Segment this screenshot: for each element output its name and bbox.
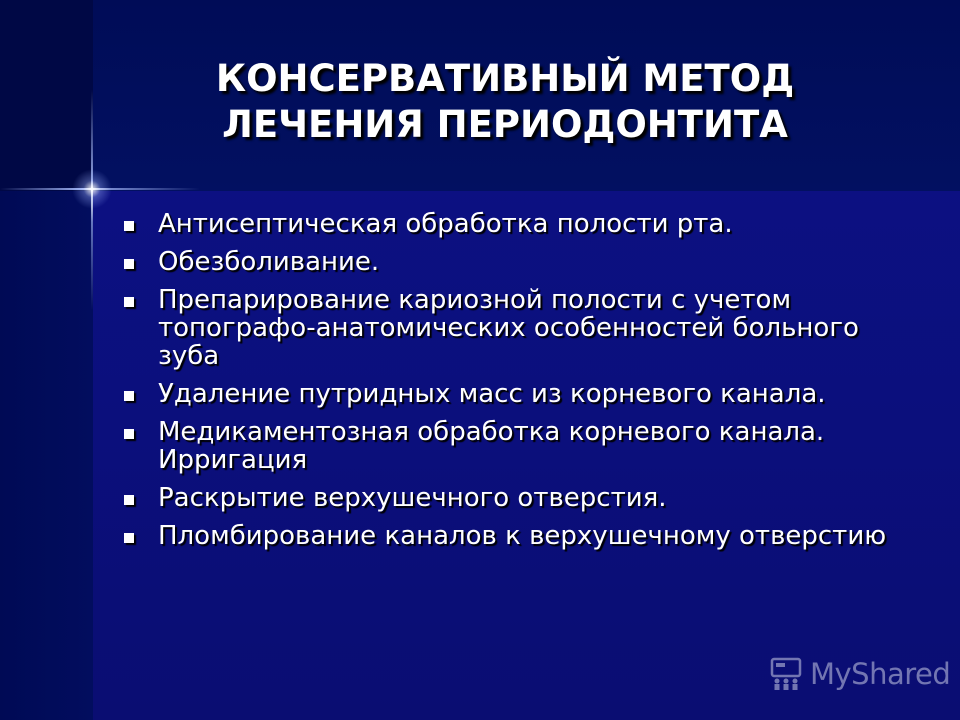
watermark-text: MyShared	[810, 657, 951, 691]
square-bullet-icon	[124, 391, 134, 401]
classroom-icon	[768, 656, 804, 692]
watermark	[768, 656, 950, 692]
bullet-text: Медикаментозная обработка корневого канала. Ирригация	[158, 417, 825, 475]
bullet-item	[120, 380, 900, 408]
bullet-text: Пломбирование каналов к верхушечному отверстию	[158, 521, 887, 551]
bullet-text: Раскрытие верхушечного отверстия.	[158, 483, 667, 513]
bullet-item	[120, 210, 900, 238]
square-bullet-icon	[124, 429, 134, 439]
square-bullet-icon	[124, 495, 134, 505]
bullet-list	[120, 210, 900, 560]
bullet-text: Препарирование кариозной полости с учетом топографо-анатомических особенностей больного зуба	[158, 285, 859, 371]
bullet-item	[120, 484, 900, 512]
bullet-text: Удаление путридных масс из корневого канала.	[158, 379, 826, 409]
bullet-text: Обезболивание.	[158, 247, 380, 277]
slide-title-line-2: ЛЕЧЕНИЯ ПЕРИОДОНТИТА	[222, 103, 788, 146]
square-bullet-icon	[124, 297, 134, 307]
slide-title	[150, 56, 860, 148]
square-bullet-icon	[124, 221, 134, 231]
bullet-item	[120, 418, 900, 474]
light-flare-icon	[72, 169, 112, 209]
bullet-text: Антисептическая обработка полости рта.	[158, 209, 733, 239]
slide-title-line-1: КОНСЕРВАТИВНЫЙ МЕТОД	[215, 57, 795, 100]
corner-decor	[0, 0, 93, 191]
square-bullet-icon	[124, 259, 134, 269]
bullet-item	[120, 286, 900, 370]
bullet-item	[120, 522, 900, 550]
bullet-item	[120, 248, 900, 276]
square-bullet-icon	[124, 533, 134, 543]
